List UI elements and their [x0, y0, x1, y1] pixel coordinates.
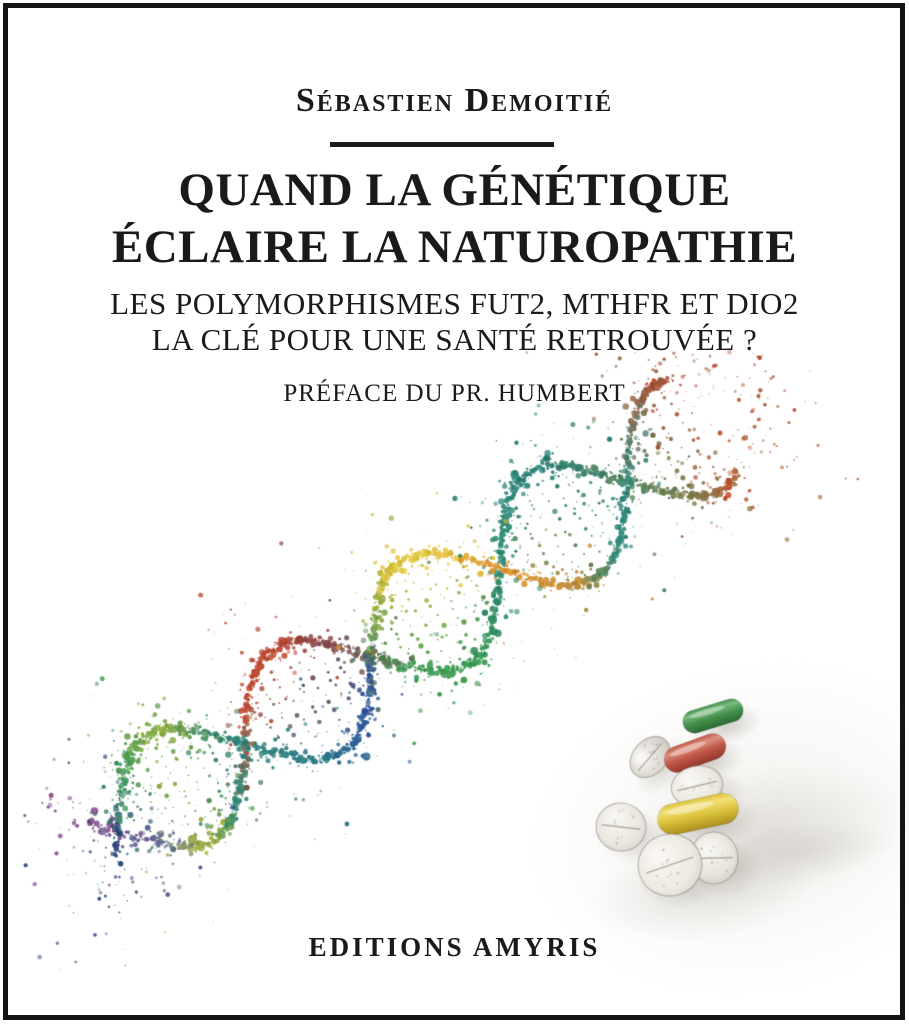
subtitle-line-2: LA CLÉ POUR UNE SANTÉ RETROUVÉE ? [151, 322, 758, 357]
book-title [0, 162, 909, 276]
title-line-1: QUAND LA GÉNÉTIQUE [178, 164, 731, 216]
preface-credit: PRÉFACE DU PR. HUMBERT [283, 380, 626, 407]
title-line-2: ÉCLAIRE LA NATUROPATHIE [111, 221, 798, 273]
title-divider [330, 142, 554, 147]
book-subtitle [0, 286, 909, 358]
author-name: Sébastien Demoitié [295, 82, 614, 119]
publisher-name: EDITIONS AMYRIS [308, 932, 601, 962]
subtitle-line-1: LES POLYMORPHISMES FUT2, MTHFR ET DIO2 [110, 286, 799, 321]
